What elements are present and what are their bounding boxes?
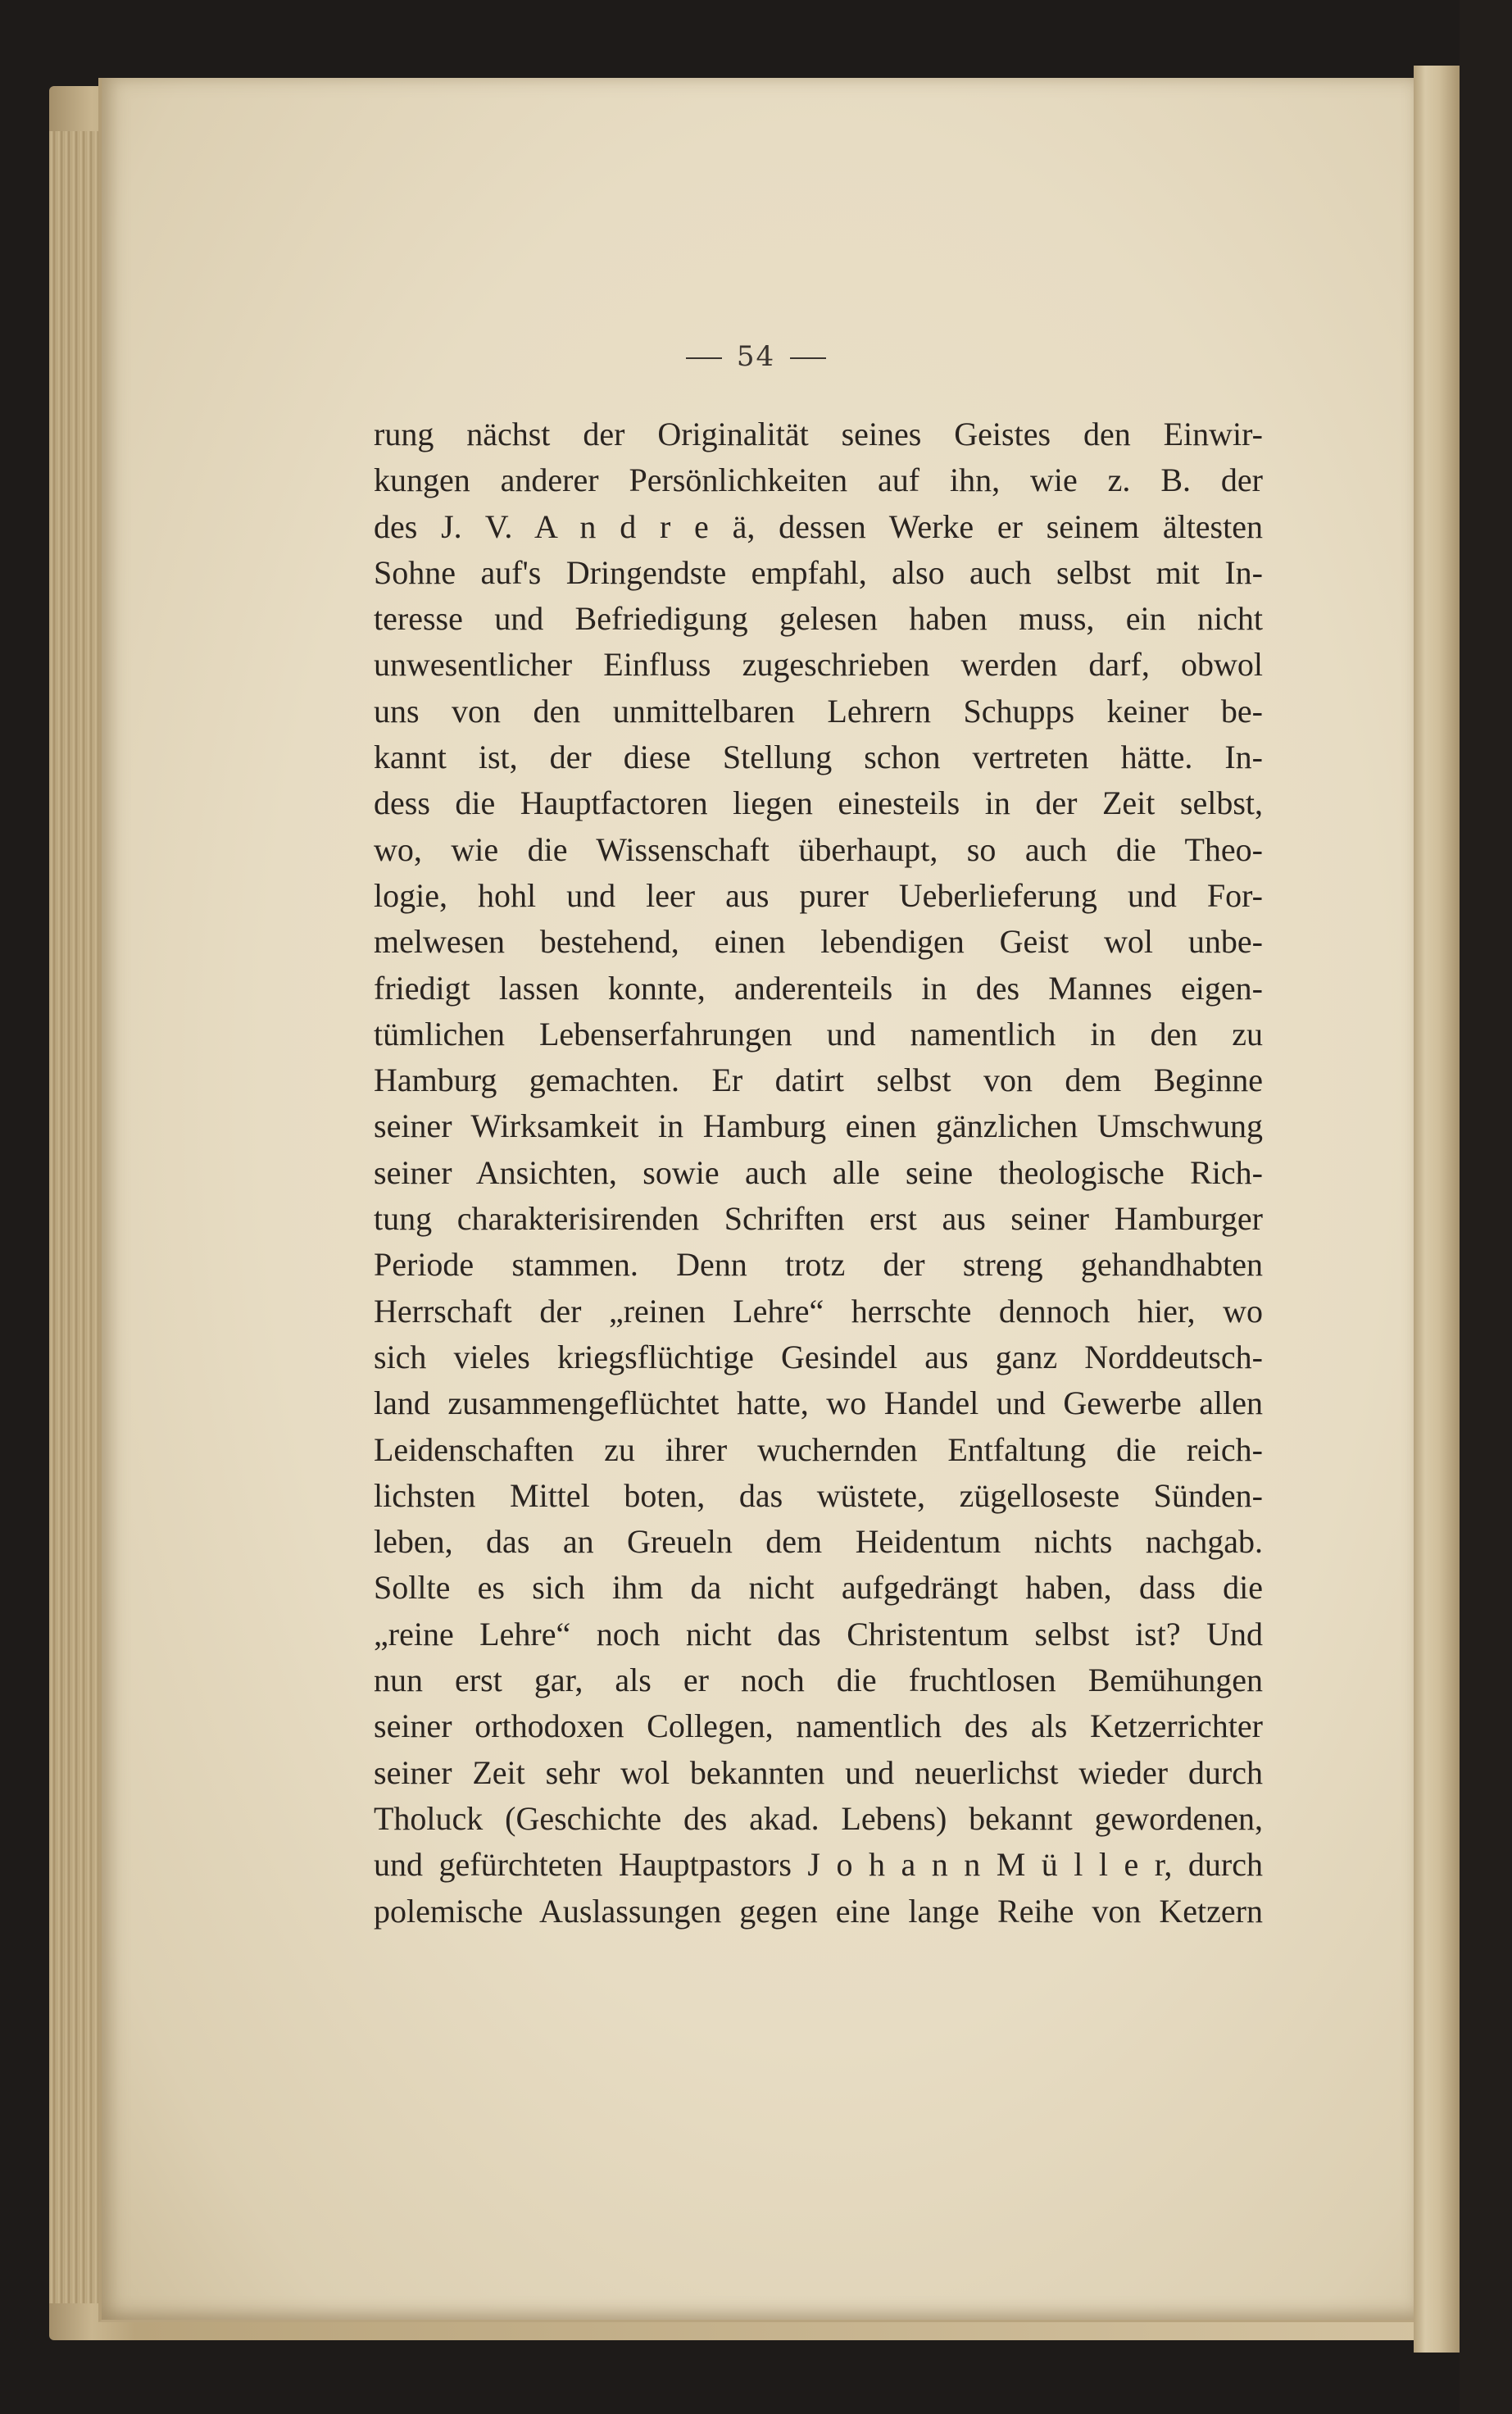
text-line: Periode stammen. Denn trotz der streng gehandhabten [374,1246,1263,1284]
text-line: uns von den unmittelbaren Lehrern Schupps keiner be- [374,692,1263,730]
text-line: unwesentlicher Einfluss zugeschrieben werden darf, obwol [374,646,1263,684]
text-line: leben, das an Greueln dem Heidentum nichts nachgab. [374,1523,1263,1561]
text-line: tung charakterisirenden Schriften erst aus seiner Hamburger [374,1200,1263,1238]
text-line: tümlichen Lebenserfahrungen und namentlich in den zu [374,1015,1263,1052]
text-line: seiner Wirksamkeit in Hamburg einen gänzlichen Umschwung [374,1107,1263,1145]
page-number: 54 [736,340,776,373]
header-dash-right [790,357,826,359]
text-line: dess die Hauptfactoren liegen einesteils in der Zeit selbst, [374,784,1263,822]
page-fore-edge [49,131,100,2303]
text-line: lichsten Mittel boten, das wüstete, zügelloseste Sünden- [374,1476,1263,1514]
text-line: „reine Lehre“ noch nicht das Christentum selbst ist? Und [374,1615,1263,1653]
text-line: rung nächst der Originalität seines Geistes den Einwir- [374,416,1263,452]
text-line: Sollte es sich ihm da nicht aufgedrängt haben, dass die [374,1569,1263,1607]
text-line: des J. V. A n d r e ä, dessen Werke er seinem ältesten [374,507,1263,545]
text-line: land zusammengeflüchtet hatte, wo Handel und Gewerbe allen [374,1384,1263,1422]
page-number-header [0,340,1512,373]
text-line: sich vieles kriegsflüchtige Gesindel aus ganz Norddeutsch- [374,1338,1263,1375]
text-line: kungen anderer Persönlichkeiten auf ihn, wie z. B. der [374,461,1263,499]
text-line: nun erst gar, als er noch die fruchtlosen Bemühungen [374,1662,1263,1699]
text-line: wo, wie die Wissenschaft überhaupt, so auch die Theo- [374,830,1263,868]
text-line: friedigt lassen konnte, anderenteils in des Mannes eigen- [374,969,1263,1007]
text-line: Tholuck (Geschichte des akad. Lebens) bekannt gewordenen, [374,1799,1263,1837]
text-line: und gefürchteten Hauptpastors J o h a n n M ü l l e r, durch [374,1846,1263,1884]
text-line: seiner orthodoxen Collegen, namentlich des als Ketzerrichter [374,1707,1263,1745]
text-line: teresse und Befriedigung gelesen haben muss, ein nicht [374,600,1263,638]
text-line: polemische Auslassungen gegen eine lange Reihe von Ketzern [374,1892,1263,1930]
text-line: Herrschaft der „reinen Lehre“ herrschte dennoch hier, wo [374,1292,1263,1330]
text-line: melwesen bestehend, einen lebendigen Geist wol unbe- [374,923,1263,961]
book-gutter [1414,66,1460,2353]
text-line: Hamburg gemachten. Er datirt selbst von dem Beginne [374,1062,1263,1099]
text-line: seiner Zeit sehr wol bekannten und neuerlichst wieder durch [374,1753,1263,1791]
text-line: Leidenschaften zu ihrer wuchernden Entfaltung die reich- [374,1430,1263,1468]
body-text [374,411,1263,1934]
header-dash-left [686,357,722,359]
text-line: seiner Ansichten, sowie auch alle seine theologische Rich- [374,1153,1263,1191]
text-line: Sohne auf's Dringendste empfahl, also auch selbst mit In- [374,553,1263,591]
text-line: kannt ist, der diese Stellung schon vertreten hätte. In- [374,739,1263,776]
text-line: logie, hohl und leer aus purer Ueberlieferung und For- [374,876,1263,914]
